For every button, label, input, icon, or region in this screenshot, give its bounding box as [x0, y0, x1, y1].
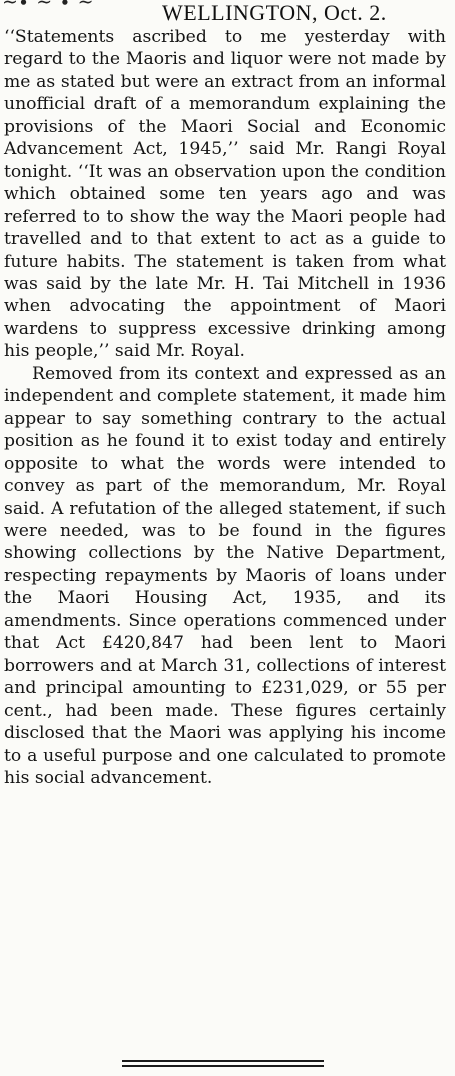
article-paragraph-2: Removed from its context and expressed as an independent and complete statement, it made him appear to say something contrary to the actual position as he found it to exist today and entirely opposite to what the words were intended to convey as part of the memorandum, Mr. Royal said. A refutation of the alleged statement, if such were needed, was to be found in the figures showing collections by the Native Department, respecting repayments by Maoris of loans under the Maori Housing Act, 1935, and its amendments. Since operations commenced under that Act £420,847 had been lent to Maori borrowers and at March 31, collections of interest and principal amounting to £231,029, or 55 per cent., had been made. These figures certainly disclosed that the Maori was applying his income to a useful purpose and one calculated to promote his social advancement. — [4, 363, 446, 788]
rule-line-top — [122, 1060, 324, 1062]
dateline-row — [0, 0, 455, 28]
rule-line-bottom — [122, 1065, 324, 1067]
article-body — [4, 26, 446, 789]
article-paragraph-1: ‘‘Statements ascribed to me yesterday with regard to the Maoris and liquor were not made by me as stated but were an extract from an informal unofficial draft of a memorandum explaining the provisions of the Maori Social and Economic Advancement Act, 1945,’’ said Mr. Rangi Royal tonight. ‘‘It was an observation upon the condition which obtained some ten years ago and was referred to to show the way the Maori people had travelled and to that extent to act as a guide to future habits. The statement is taken from what was said by the late Mr. H. Tai Mitchell in 1936 when advocating the appointment of Maori wardens to suppress excessive drinking among his people,’’ said Mr. Royal. — [4, 27, 446, 362]
dateline: WELLINGTON, Oct. 2. — [162, 0, 387, 25]
end-of-article-rule — [122, 1060, 324, 1068]
cut-off-text-fragment: ∼∙ ∼ ∙ ∼ — [2, 0, 95, 13]
